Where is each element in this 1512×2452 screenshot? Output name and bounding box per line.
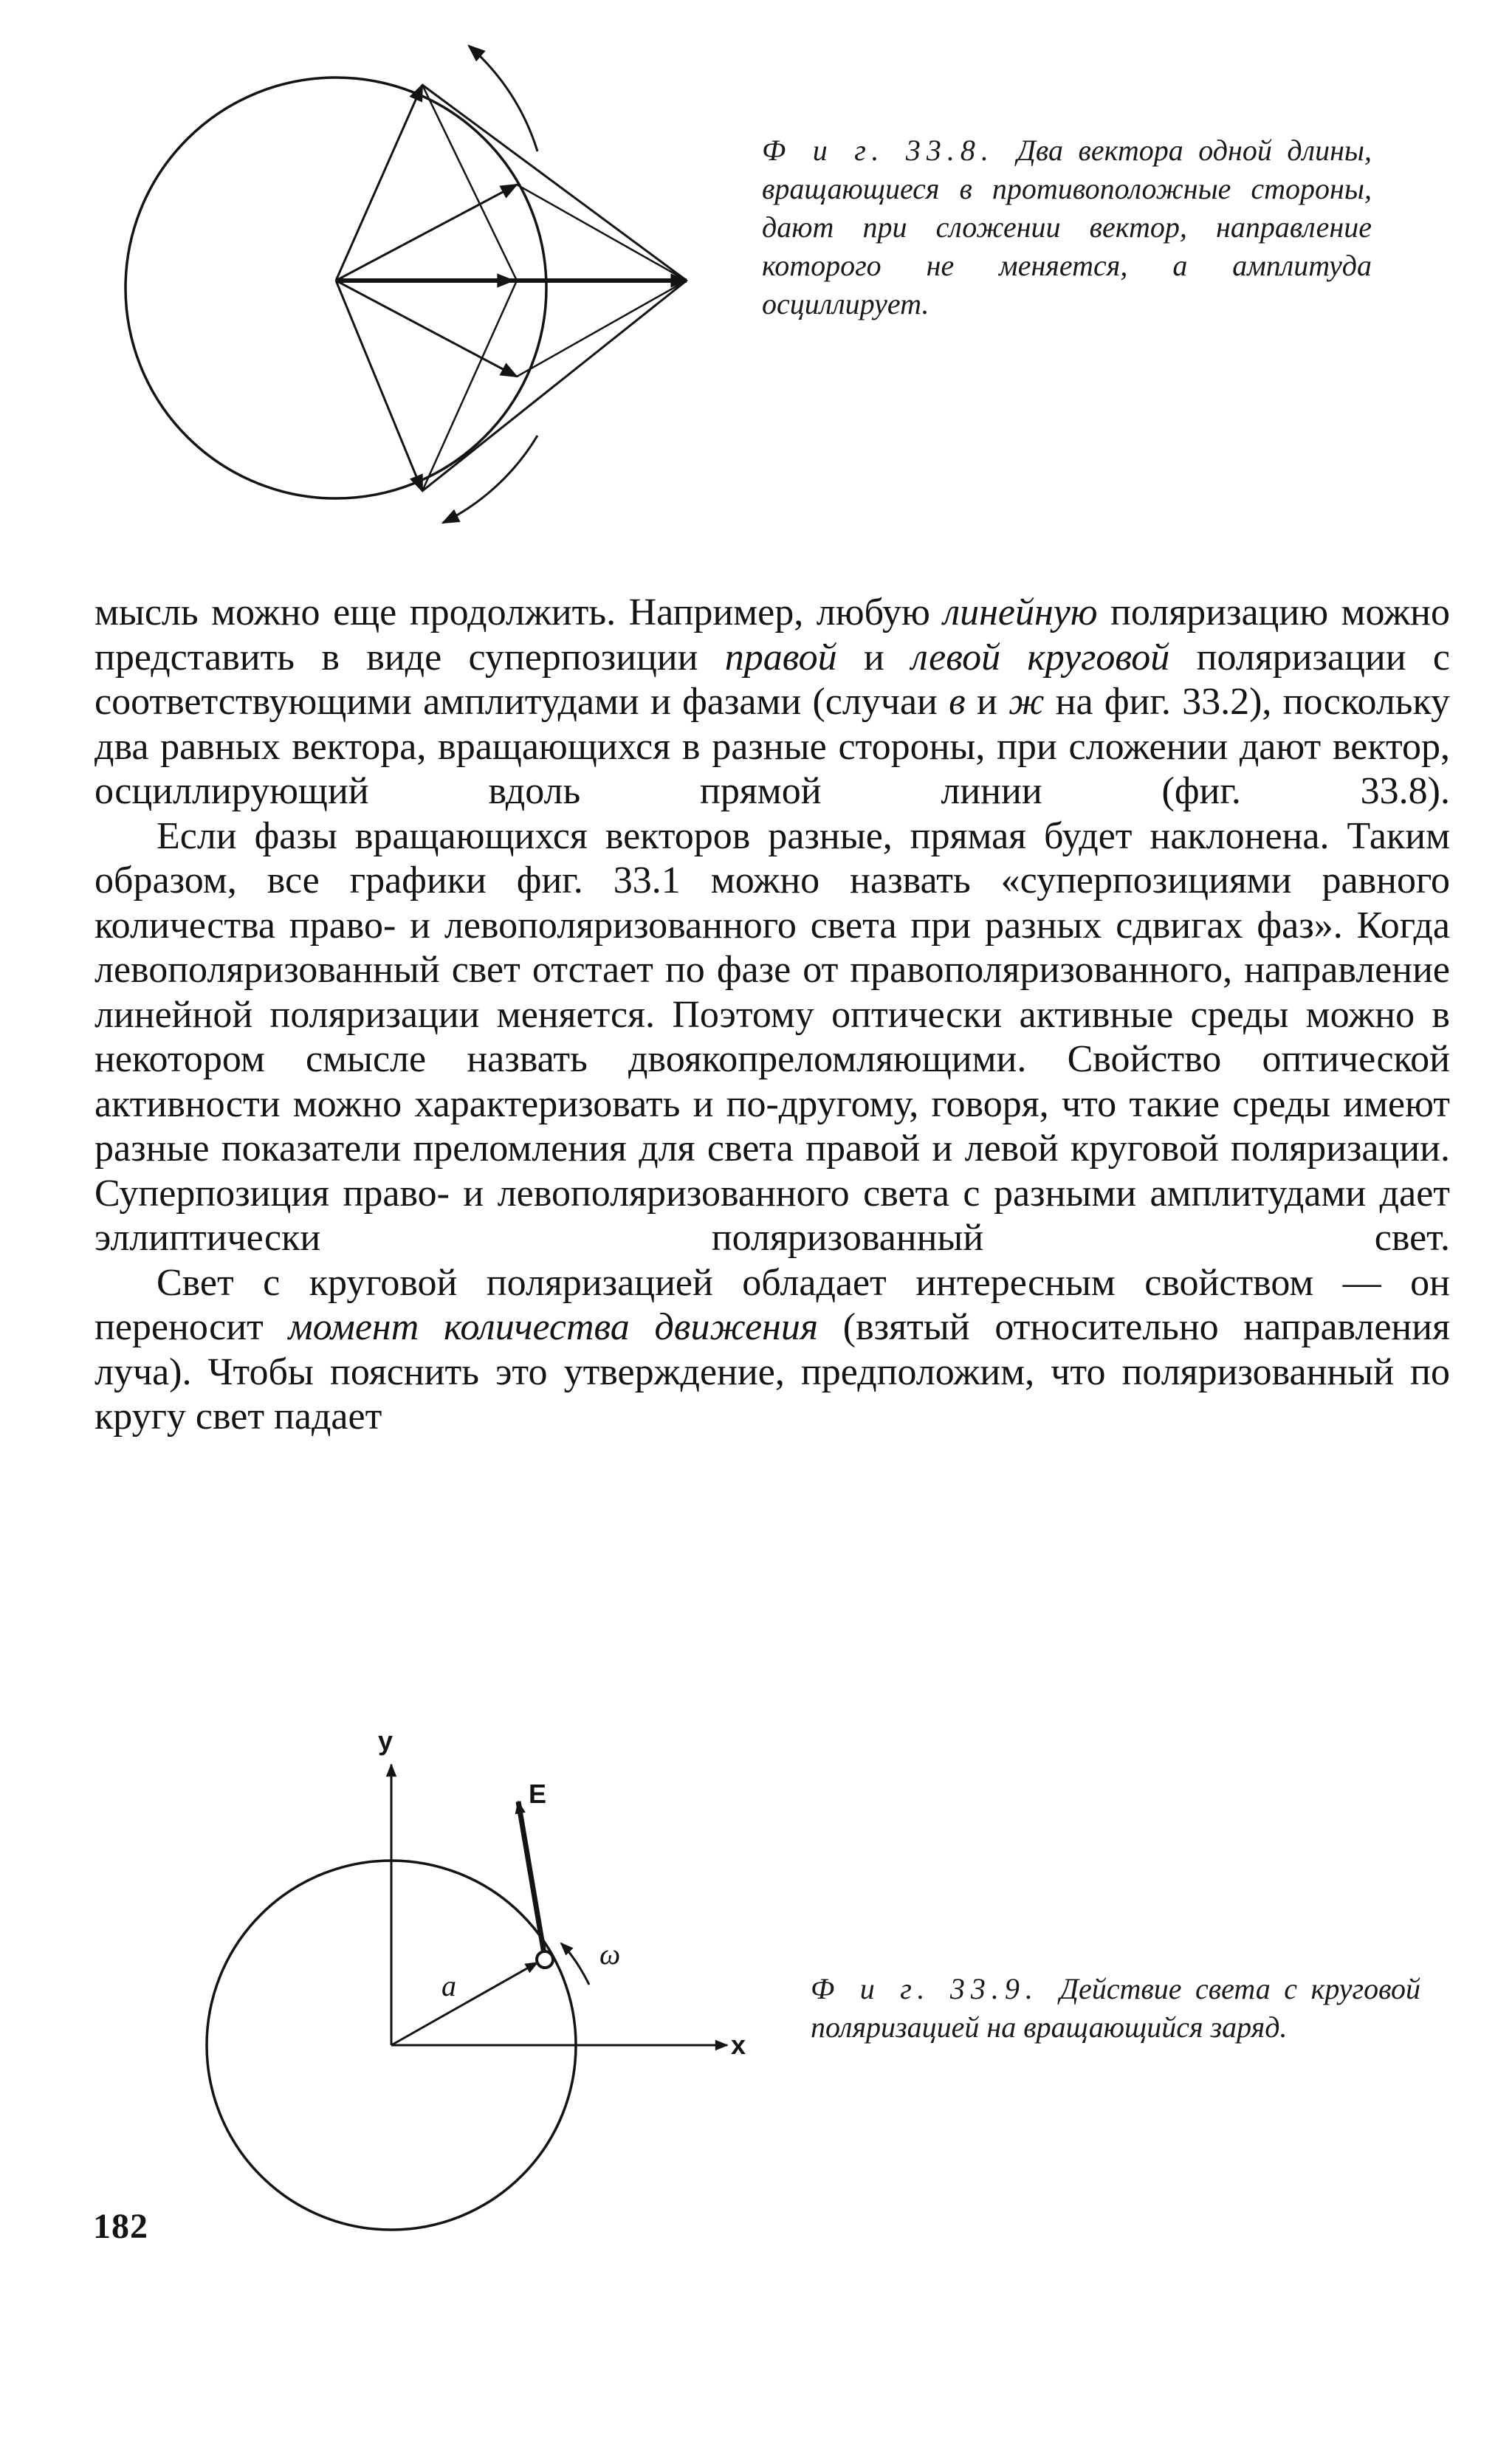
paragraph-2: Если фазы вращающихся векторов разные, прямая будет наклонена. Таким образом, все графики фиг. 33.1 можно назвать «суперпозициями равного количества право- и левополяризованного света при разных сдвигах фаз». Когда левополяризованный свет отстает по фазе от правополяризованного, направление линейной поляризации меняется. Поэтому оптически активные среды можно в некотором смысле назвать двоякопреломляющими. Свойство оптической активности можно характеризовать и по-другому, говоря, что такие среды имеют разные показатели преломления для света правой и левой круговой поляризации. Суперпозиция право- и левополяризованного света с разными амплитудами дает эллиптически поляризованный свет. (94, 814, 1450, 1259)
body-text (94, 591, 1450, 1440)
emphasis: левой круговой (911, 636, 1170, 679)
construction-line (422, 85, 517, 281)
construction-line (422, 85, 687, 281)
emphasis: ж (1008, 681, 1045, 723)
radius-vector-a (391, 1962, 537, 2045)
omega-rotation-arrow (561, 1943, 589, 1985)
emphasis: в (949, 681, 966, 723)
figure-33-8-caption (762, 131, 1372, 323)
x-axis-label: x (731, 2030, 746, 2060)
figure-33-8 (0, 0, 738, 546)
text-run: на фиг. 33.2), поскольку два равных вектора, вращающихся в разные стороны, при сложении дают вектор, осциллирующий вдоль прямой линии (фиг. 33.8). (94, 681, 1451, 812)
figure-33-9 (162, 1691, 797, 2171)
paragraph-1 (94, 591, 1450, 814)
vector-lower-diagonal (336, 281, 517, 377)
vector-upper-diagonal (336, 185, 517, 281)
vector-up (336, 85, 422, 281)
text-run: и (836, 636, 912, 679)
e-field-label: E (529, 1779, 547, 1809)
e-field-vector (518, 1802, 545, 1958)
paragraph-3 (94, 1261, 1450, 1440)
text-run: мысль можно еще продолжить. Например, любую (94, 591, 944, 633)
emphasis: момент количества движения (288, 1306, 819, 1348)
construction-line (422, 281, 687, 491)
vector-down (336, 281, 422, 491)
text-run: (взятый относительно направления луча). Чтобы пояснить это утверждение, предположим, что поляризованный по кругу свет падает (94, 1306, 1450, 1438)
figure-33-9-caption-label: Ф и г. 33.9. (811, 1972, 1039, 2005)
rotation-circle (126, 78, 546, 498)
radius-label-a: a (441, 1969, 456, 2002)
figure-33-9-caption (811, 1970, 1420, 2047)
figure-33-9-caption-text: Действие света с круговой поляризацией на вращающийся заряд. (811, 1972, 1420, 2044)
emphasis: линейную (943, 591, 1098, 633)
figure-33-9-diagram (162, 1691, 797, 2171)
figure-33-8-caption-label: Ф и г. 33.8. (762, 134, 994, 167)
text-run: поляризации с соответствующими амплитудами и фазами (случаи (94, 636, 1450, 723)
rotating-charge (537, 1951, 553, 1968)
page-number: 182 (93, 2207, 148, 2246)
text-run: поляризацию можно представить в виде суперпозиции (94, 591, 1450, 679)
omega-label: ω (599, 1937, 621, 1971)
emphasis: правой (724, 636, 837, 679)
construction-line (517, 185, 687, 281)
rotation-arrow-lower (443, 436, 537, 523)
figure-33-8-diagram (0, 0, 738, 546)
text-run: Свет с круговой поляризацией обладает интересным свойством — он переносит (94, 1261, 1450, 1348)
text-run: и (965, 681, 1009, 723)
y-axis-label: y (378, 1725, 394, 1756)
construction-line (422, 281, 517, 491)
figure-33-8-caption-text: Два вектора одной длины, вращающиеся в противоположные стороны, дают при сложении вектор, направление которого не меняется, а амплитуда осциллирует. (762, 134, 1372, 320)
